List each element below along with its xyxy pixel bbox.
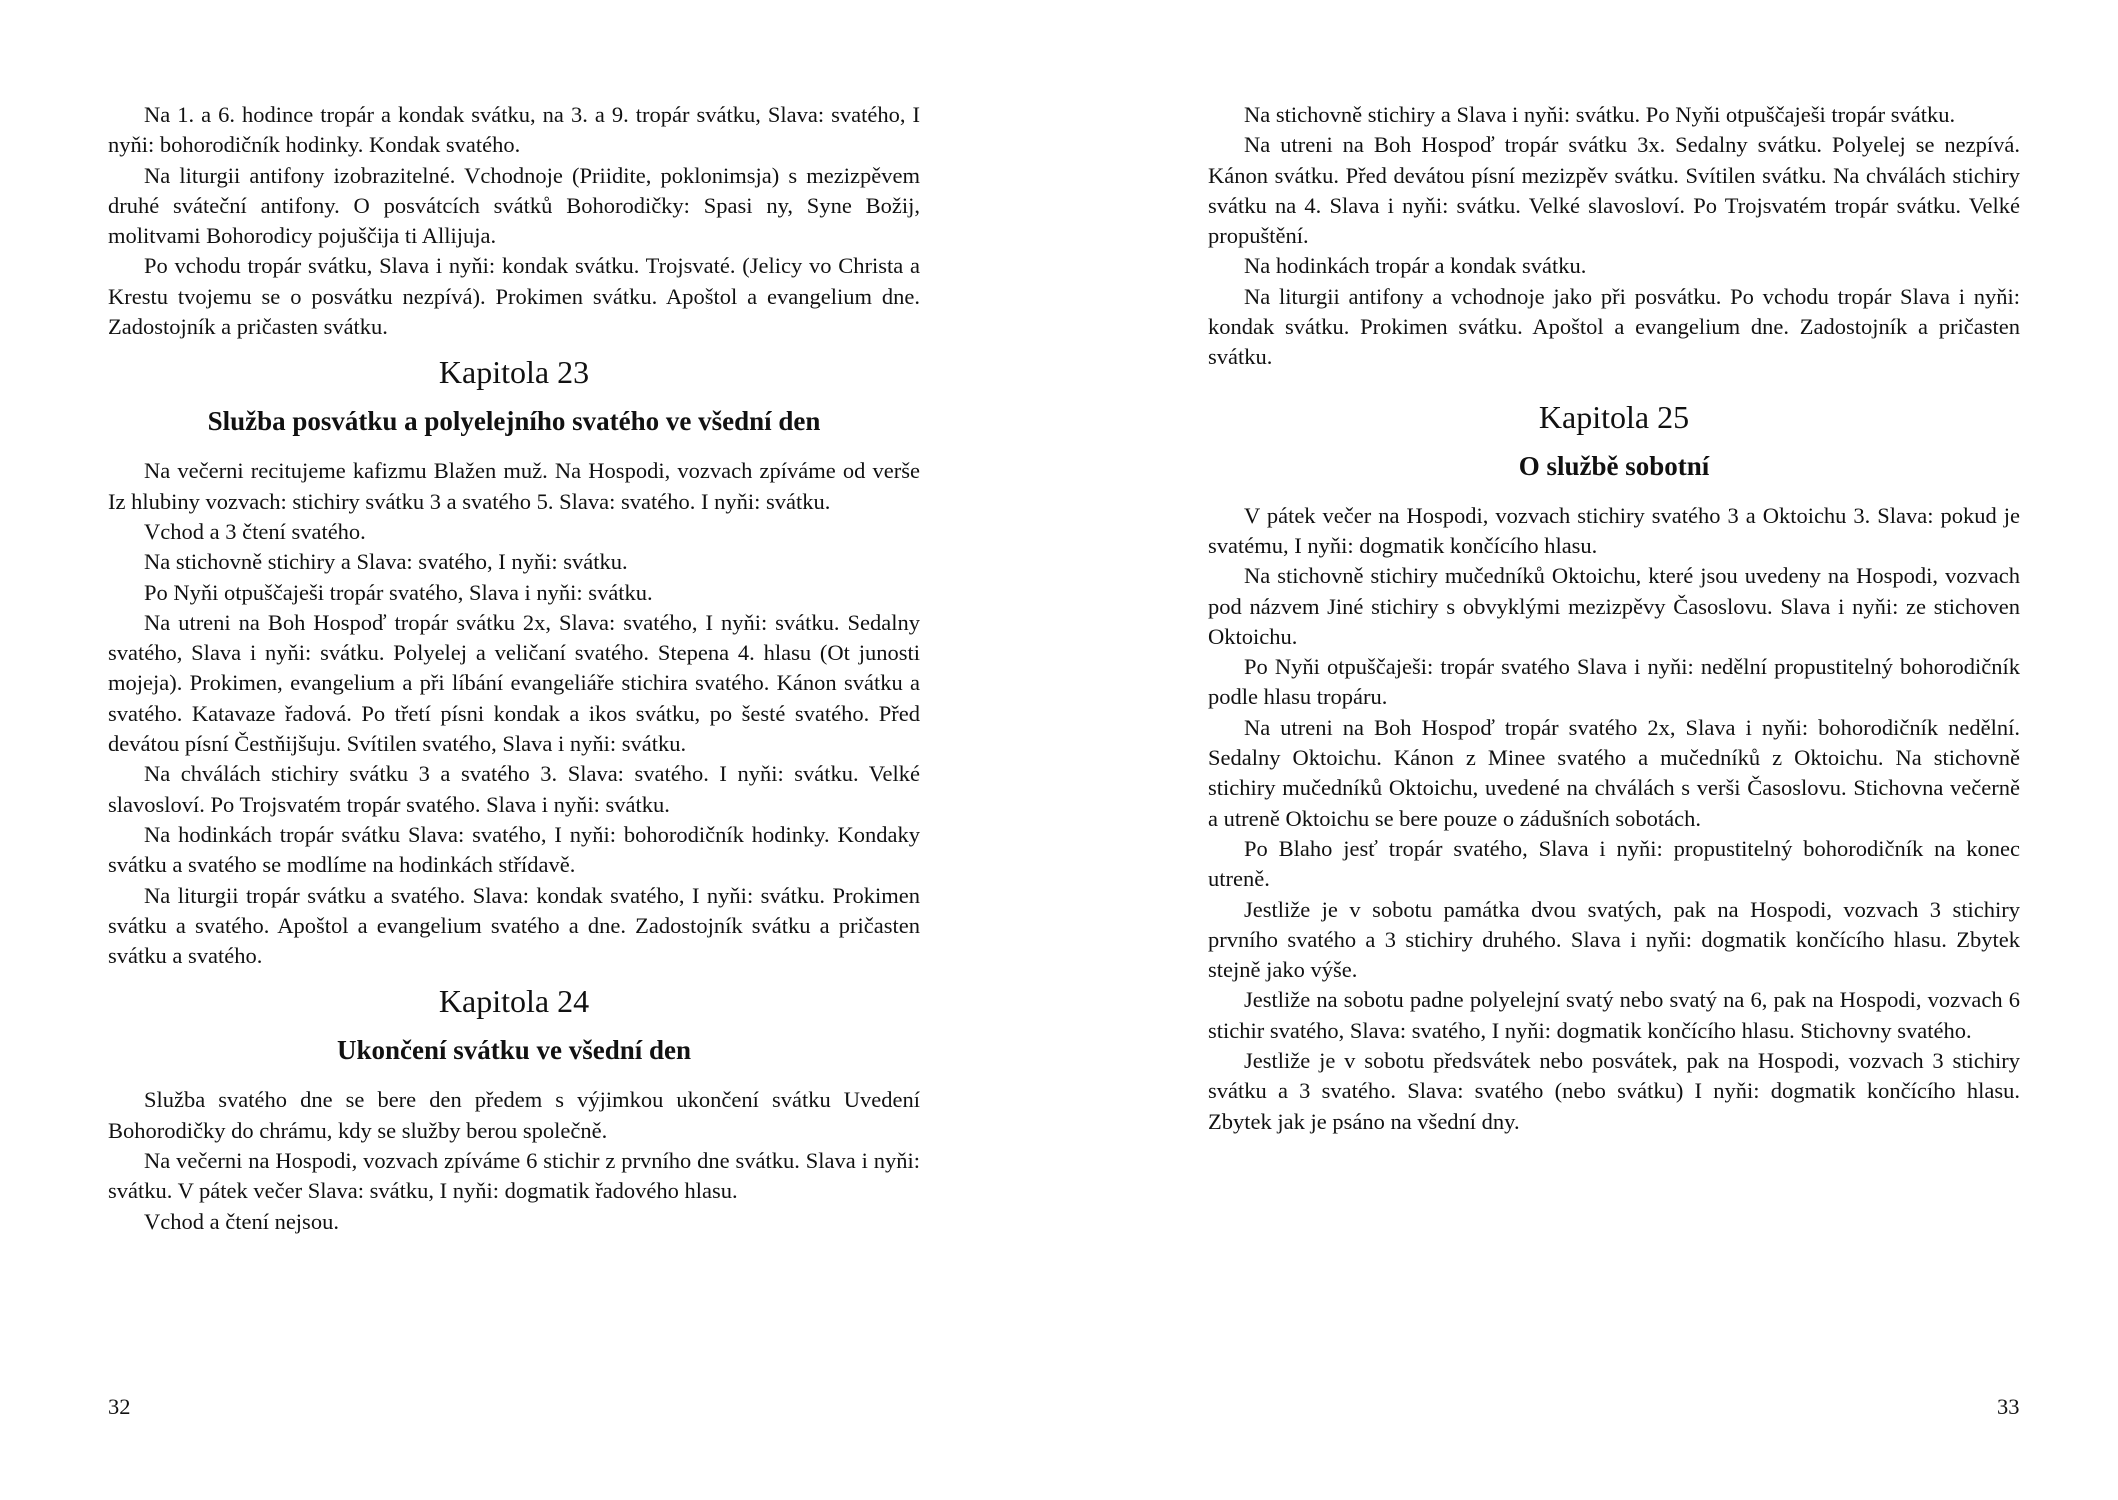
chapter-23-subtitle: Služba posvátku a polyelejního svatého ve všední den: [207, 406, 821, 437]
paragraph: Jestliže je v sobotu předsvátek nebo posvátek, pak na Hospodi, vozvach 3 stichiry svátku a 3 svatého. Slava: svatého (nebo svátku) I nyňi: dogmatik končícího hlasu. Zbytek jak je psáno na všední dny.: [1208, 1048, 2020, 1134]
paragraph: Vchod a čtení nejsou.: [144, 1208, 339, 1234]
paragraph: Na liturgii antifony izobrazitelné. Vchodnoje (Priidite, poklonimsja) s mezizpěvem druhé sváteční antifony. O posvátcích svátků Bohorodičky: Spasi ny, Syne Božij, molitvami Bohorodicy pojuščija ti Allijuja.: [108, 162, 920, 249]
paragraph: Po Nyňi otpuščaješi tropár svatého, Slava i nyňi: svátku.: [144, 579, 653, 605]
chapter-25-title: Kapitola 25: [1538, 398, 1690, 435]
left-text-column: [108, 100, 920, 1237]
chapter-24-subtitle: Ukončení svátku ve všední den: [336, 1035, 692, 1066]
paragraph: Na liturgii tropár svátku a svatého. Slava: kondak svatého, I nyňi: svátku. Prokimen svátku a svatého. Apoštol a evangelium svatého a dne. Zadostojník svátku a pričasten svátku a svatého.: [108, 882, 920, 969]
chapter-24-title: Kapitola 24: [438, 983, 590, 1020]
paragraph: Služba svatého dne se bere den předem s výjimkou ukončení svátku Uvedení Bohorodičky do chrámu, kdy se služby berou společně.: [108, 1087, 920, 1143]
paragraph: V pátek večer na Hospodi, vozvach stichiry svatého 3 a Oktoichu 3. Slava: pokud je svatému, I nyňi: dogmatik končícího hlasu.: [1208, 502, 2020, 558]
paragraph: Jestliže je v sobotu památka dvou svatých, pak na Hospodi, vozvach 3 stichiry prvního svatého a 3 stichiry druhého. Slava i nyňi: dogmatik končícího hlasu. Zbytek stejně jako výše.: [1208, 896, 2020, 983]
paragraph: Na stichovně stichiry a Slava i nyňi: svátku. Po Nyňi otpuščaješi tropár svátku.: [1244, 102, 1956, 127]
page-number: 33: [1997, 1394, 2020, 1419]
paragraph: Po vchodu tropár svátku, Slava i nyňi: kondak svátku. Trojsvaté. (Jelicy vo Christa a Krestu tvojemu se o posvátku nezpívá). Prokimen svátku. Apoštol a evangelium dne. Zadostojník a pričasten svátku.: [108, 253, 920, 340]
paragraph: Vchod a 3 čtení svatého.: [144, 518, 366, 544]
right-page: [1059, 0, 2118, 1500]
paragraph: Na utreni na Boh Hospoď tropár svátku 3x. Sedalny svátku. Polyelej se nezpívá. Kánon svátku. Před devátou písní mezizpěv svátku. Svítilen svátku. Na chválách stichiry svátku na 4. Slava i nyňi: svátku. Velké slavosloví. Po Trojsvatém tropár svátku. Velké propuštění.: [1208, 132, 2020, 249]
paragraph: Na utreni na Boh Hospoď tropár svátku 2x, Slava: svatého, I nyňi: svátku. Sedalny svatého, Slava i nyňi: svátku. Polyelej a veličaní svatého. Stepena 4. hlasu (Ot junosti mojeja). Prokimen, evangelium a při líbání evangeliáře stichira svatého. Kánon svátku a svatého. Katavaze řadová. Po třetí písni kondak a ikos svátku, po šesté svatého. Před devátou písní Čestňijšuju. Svítilen svatého, Slava i nyňi: svátku.: [108, 609, 920, 757]
paragraph: Jestliže na sobotu padne polyelejní svatý nebo svatý na 6, pak na Hospodi, vozvach 6 stichir svatého, Slava: svatého, I nyňi: dogmatik končícího hlasu. Stichovny svatého.: [1208, 987, 2020, 1043]
paragraph: Na utreni na Boh Hospoď tropár svatého 2x, Slava i nyňi: bohorodičník nedělní. Sedalny Oktoichu. Kánon z Minee svatého a mučedníků z Oktoichu. Na stichovně stichiry mučedníků Oktoichu, uvedené na chválách s verši Časoslovu. Stichovna večerně a utreně Oktoichu se bere pouze o zádušních sobotách.: [1208, 714, 2020, 831]
paragraph: Na liturgii antifony a vchodnoje jako při posvátku. Po vchodu tropár Slava i nyňi: kondak svátku. Prokimen svátku. Apoštol a evangelium dne. Zadostojník a pričasten svátku.: [1208, 283, 2020, 370]
paragraph: Na večerni na Hospodi, vozvach zpíváme 6 stichir z prvního dne svátku. Slava i nyňi: svátku. V pátek večer Slava: svátku, I nyňi: dogmatik řadového hlasu.: [108, 1148, 920, 1204]
page-number: 32: [108, 1394, 131, 1419]
right-text-column: [1208, 100, 2020, 1137]
paragraph: Na chválách stichiry svátku 3 a svatého 3. Slava: svatého. I nyňi: svátku. Velké slavosloví. Po Trojsvatém tropár svatého. Slava i nyňi: svátku.: [108, 761, 920, 817]
paragraph: Na hodinkách tropár a kondak svátku.: [1244, 253, 1587, 279]
paragraph: Na hodinkách tropár svátku Slava: svatého, I nyňi: bohorodičník hodinky. Kondaky svátku a svatého se modlíme na hodinkách střídavě.: [108, 821, 920, 878]
chapter-25-subtitle: O službě sobotní: [1518, 450, 1710, 481]
paragraph: Na stichovně stichiry mučedníků Oktoichu, které jsou uvedeny na Hospodi, vozvach pod názvem Jiné stichiry s obvyklými mezizpěvy Časoslovu. Slava i nyňi: ze stichoven Oktoichu.: [1208, 563, 2020, 649]
paragraph: Na stichovně stichiry a Slava: svatého, I nyňi: svátku.: [144, 549, 628, 575]
paragraph: Po Nyňi otpuščaješi: tropár svatého Slava i nyňi: nedělní propustitelný bohorodičník podle hlasu tropáru.: [1208, 654, 2020, 710]
paragraph: Po Blaho jesť tropár svatého, Slava i nyňi: propustitelný bohorodičník na konec utreně.: [1208, 835, 2020, 892]
chapter-23-title: Kapitola 23: [438, 354, 590, 391]
paragraph: Na večerni recitujeme kafizmu Blažen muž. Na Hospodi, vozvach zpíváme od verše Iz hlubiny vozvach: stichiry svátku 3 a svatého 5. Slava: svatého. I nyňi: svátku.: [108, 458, 920, 514]
paragraph: Na 1. a 6. hodince tropár a kondak svátku, na 3. a 9. tropár svátku, Slava: svatého, I nyňi: bohorodičník hodinky. Kondak svatého.: [108, 102, 920, 158]
